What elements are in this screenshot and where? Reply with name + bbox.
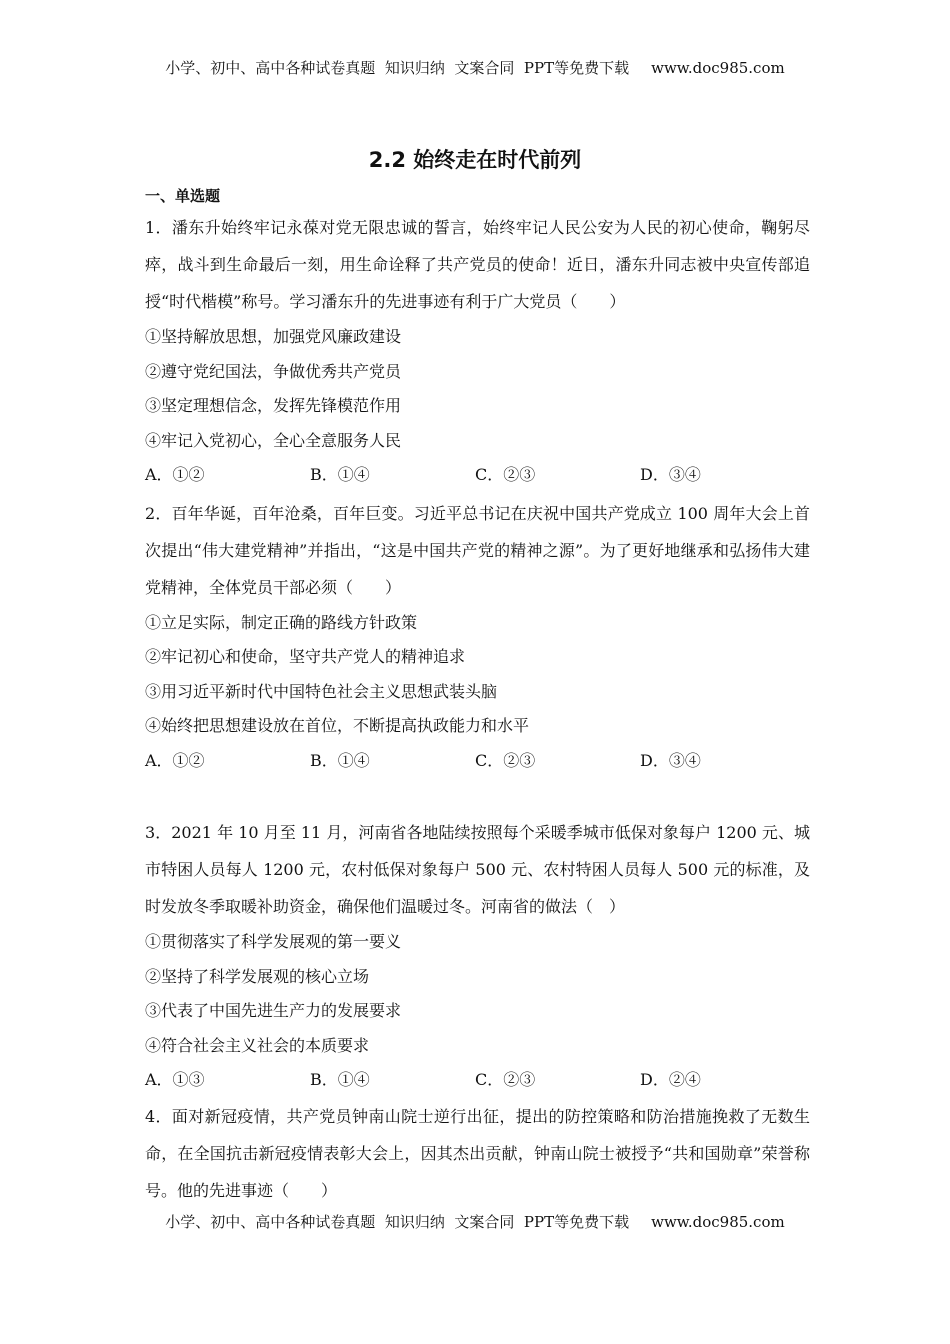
question-3 [145, 814, 810, 1098]
question-statement: ②坚持了科学发展观的核心立场 [145, 966, 370, 986]
question-2 [145, 495, 810, 779]
question-statement: ①立足实际，制定正确的路线方针政策 [145, 612, 418, 632]
question-list [145, 209, 810, 1209]
answer-choice-d[interactable]: D．②④ [640, 1070, 701, 1089]
page-footer [0, 1212, 950, 1232]
question-stem: 4．面对新冠疫情，共产党员钟南山院士逆行出征，提出的防控策略和防治措施挽救了无数生命，在全国抗击新冠疫情表彰大会上，因其杰出贡献，钟南山院士被授予“共和国勋章”荣誉称号。他的先进事迹（ ） [145, 1106, 810, 1200]
question-statement: ②遵守党纪国法，争做优秀共产党员 [145, 361, 402, 381]
answer-choice-a[interactable]: A．①③ [145, 1070, 205, 1089]
section-heading: 一、单选题 [145, 187, 221, 205]
answer-choice-b[interactable]: B．①④ [310, 1070, 370, 1089]
question-1 [145, 209, 810, 493]
question-statement: ③用习近平新时代中国特色社会主义思想武装头脑 [145, 681, 498, 701]
page-title: 2.2 始终走在时代前列 [368, 148, 582, 172]
question-statement: ④符合社会主义社会的本质要求 [145, 1035, 370, 1055]
question-stem: 3．2021 年 10 月至 11 月，河南省各地陆续按照每个采暖季城市低保对象每户 1200 元、城市特困人员每人 1200 元，农村低保对象每户 500 元、农村特困人员每人 500 元的标准，及时发放冬季取暖补助资金，确保他们温暖过冬。河南省的做法（ ） [145, 823, 810, 916]
question-statement: ④始终把思想建设放在首位，不断提高执政能力和水平 [145, 716, 530, 735]
answer-choice-c[interactable]: C．②③ [475, 465, 536, 484]
question-statement: ④牢记入党初心，全心全意服务人民 [145, 430, 402, 450]
answer-choices [145, 1063, 810, 1098]
answer-choices [145, 744, 810, 779]
question-stem: 1．潘东升始终牢记永葆对党无限忠诚的誓言，始终牢记人民公安为人民的初心使命，鞠躬尽瘁，战斗到生命最后一刻，用生命诠释了共产党员的使命！近日，潘东升同志被中央宣传部追授“时代楷模”称号。学习潘东升的先进事迹有利于广大党员（ ） [145, 218, 810, 311]
spacer [145, 778, 810, 814]
answer-choices [145, 458, 810, 493]
page-header [0, 58, 950, 78]
answer-choice-d[interactable]: D．③④ [640, 465, 701, 484]
answer-choice-b[interactable]: B．①④ [310, 750, 370, 770]
answer-choice-a[interactable]: A．①② [145, 465, 205, 484]
answer-choice-c[interactable]: C．②③ [475, 1070, 536, 1089]
footer-site-link[interactable]: www.doc985.com [651, 1213, 785, 1231]
question-statement: ③坚定理想信念，发挥先锋模范作用 [145, 396, 402, 415]
question-statement: ③代表了中国先进生产力的发展要求 [145, 1001, 402, 1020]
answer-choice-d[interactable]: D．③④ [640, 750, 701, 770]
header-site-link[interactable]: www.doc985.com [651, 59, 785, 77]
question-4 [145, 1098, 810, 1209]
header-text: 小学、初中、高中各种试卷真题 知识归纳 文案合同 PPT等免费下载 [165, 59, 630, 77]
question-statement: ②牢记初心和使命，坚守共产党人的精神追求 [145, 647, 466, 666]
question-stem: 2．百年华诞，百年沧桑，百年巨变。习近平总书记在庆祝中国共产党成立 100 周年大会上首次提出“伟大建党精神”并指出，“这是中国共产党的精神之源”。为了更好地继承和弘扬伟大建党精神，全体党员干部必须（ ） [145, 503, 810, 597]
question-statement: ①坚持解放思想，加强党风廉政建设 [145, 327, 402, 346]
answer-choice-c[interactable]: C．②③ [475, 750, 536, 770]
answer-choice-b[interactable]: B．①④ [310, 465, 370, 484]
answer-choice-a[interactable]: A．①② [145, 750, 205, 770]
question-statement: ①贯彻落实了科学发展观的第一要义 [145, 932, 402, 951]
footer-text: 小学、初中、高中各种试卷真题 知识归纳 文案合同 PPT等免费下载 [165, 1213, 630, 1231]
